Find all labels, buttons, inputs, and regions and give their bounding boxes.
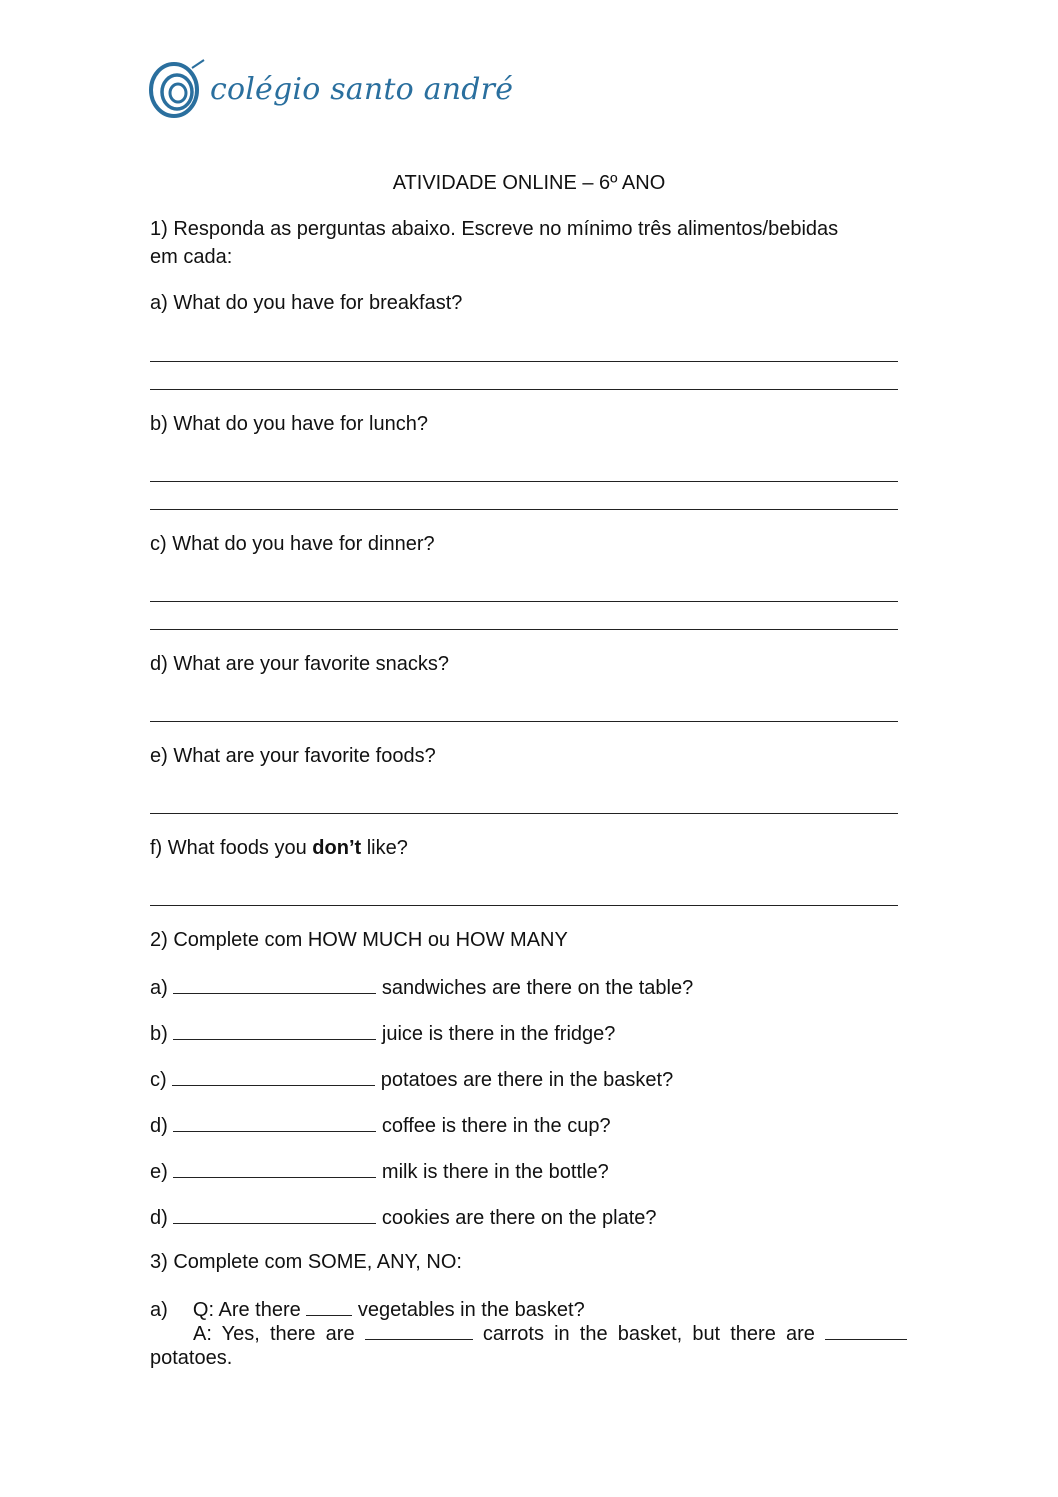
question-end: vegetables in the basket? xyxy=(357,1299,585,1321)
fill-item xyxy=(150,1113,611,1138)
question-lunch: b) What do you have for lunch? xyxy=(150,413,428,435)
answer-line[interactable] xyxy=(150,389,898,390)
question-dislikes-emphasis: don’t xyxy=(312,837,362,859)
dialogue-answer-end: potatoes. xyxy=(150,1347,233,1369)
blank-line[interactable] xyxy=(825,1321,907,1340)
question-snacks: d) What are your favorite snacks? xyxy=(150,653,450,675)
item-text: milk is there in the bottle? xyxy=(381,1161,609,1183)
item-label: c) xyxy=(150,1069,167,1091)
item-label: b) xyxy=(150,1023,168,1045)
blank-line[interactable] xyxy=(172,1067,375,1086)
item-label: a) xyxy=(150,977,168,999)
section3-instruction: 3) Complete com SOME, ANY, NO: xyxy=(150,1251,462,1273)
question-dislikes xyxy=(150,837,408,860)
fill-item xyxy=(150,975,693,1000)
item-text: coffee is there in the cup? xyxy=(381,1115,611,1137)
blank-line[interactable] xyxy=(173,1113,376,1132)
question-dinner: c) What do you have for dinner? xyxy=(150,533,435,555)
school-name: colégio santo andré xyxy=(210,72,514,107)
section2-instruction: 2) Complete com HOW MUCH ou HOW MANY xyxy=(150,929,568,951)
blank-line[interactable] xyxy=(173,975,376,994)
answer-start: A: Yes, there are xyxy=(193,1323,355,1345)
item-label: e) xyxy=(150,1161,168,1183)
question-foods: e) What are your favorite foods? xyxy=(150,745,436,767)
dialogue-question xyxy=(150,1297,585,1322)
school-logo xyxy=(148,58,514,122)
item-text: juice is there in the fridge? xyxy=(381,1023,616,1045)
dialogue-answer xyxy=(193,1321,907,1346)
item-label: d) xyxy=(150,1207,168,1229)
answer-line[interactable] xyxy=(150,813,898,814)
blank-line[interactable] xyxy=(306,1297,352,1316)
question-breakfast: a) What do you have for breakfast? xyxy=(150,292,463,314)
answer-line[interactable] xyxy=(150,509,898,510)
answer-line[interactable] xyxy=(150,629,898,630)
item-label: a) xyxy=(150,1299,168,1321)
fill-item xyxy=(150,1205,657,1230)
section1-instruction: 1) Responda as perguntas abaixo. Escreve no mínimo três alimentos/bebidas xyxy=(150,218,839,240)
blank-line[interactable] xyxy=(173,1205,376,1224)
fill-item xyxy=(150,1067,673,1092)
blank-line[interactable] xyxy=(173,1159,376,1178)
blank-line[interactable] xyxy=(365,1321,473,1340)
item-text: sandwiches are there on the table? xyxy=(381,977,694,999)
section1-instruction-cont: em cada: xyxy=(150,246,233,268)
question-start: Q: Are there xyxy=(192,1299,301,1321)
item-label: d) xyxy=(150,1115,168,1137)
answer-line[interactable] xyxy=(150,361,898,362)
answer-line[interactable] xyxy=(150,721,898,722)
page-title: ATIVIDADE ONLINE – 6º ANO xyxy=(392,172,666,194)
swirl-logo-icon xyxy=(148,58,210,122)
item-text: cookies are there on the plate? xyxy=(381,1207,657,1229)
fill-item xyxy=(150,1021,615,1046)
answer-line[interactable] xyxy=(150,905,898,906)
question-dislikes-start: f) What foods you xyxy=(150,837,313,859)
answer-line[interactable] xyxy=(150,601,898,602)
question-dislikes-end: like? xyxy=(361,837,408,859)
blank-line[interactable] xyxy=(173,1021,376,1040)
answer-middle: carrots in the basket, but there are xyxy=(482,1323,815,1345)
item-text: potatoes are there in the basket? xyxy=(380,1069,674,1091)
fill-item xyxy=(150,1159,609,1184)
answer-line[interactable] xyxy=(150,481,898,482)
